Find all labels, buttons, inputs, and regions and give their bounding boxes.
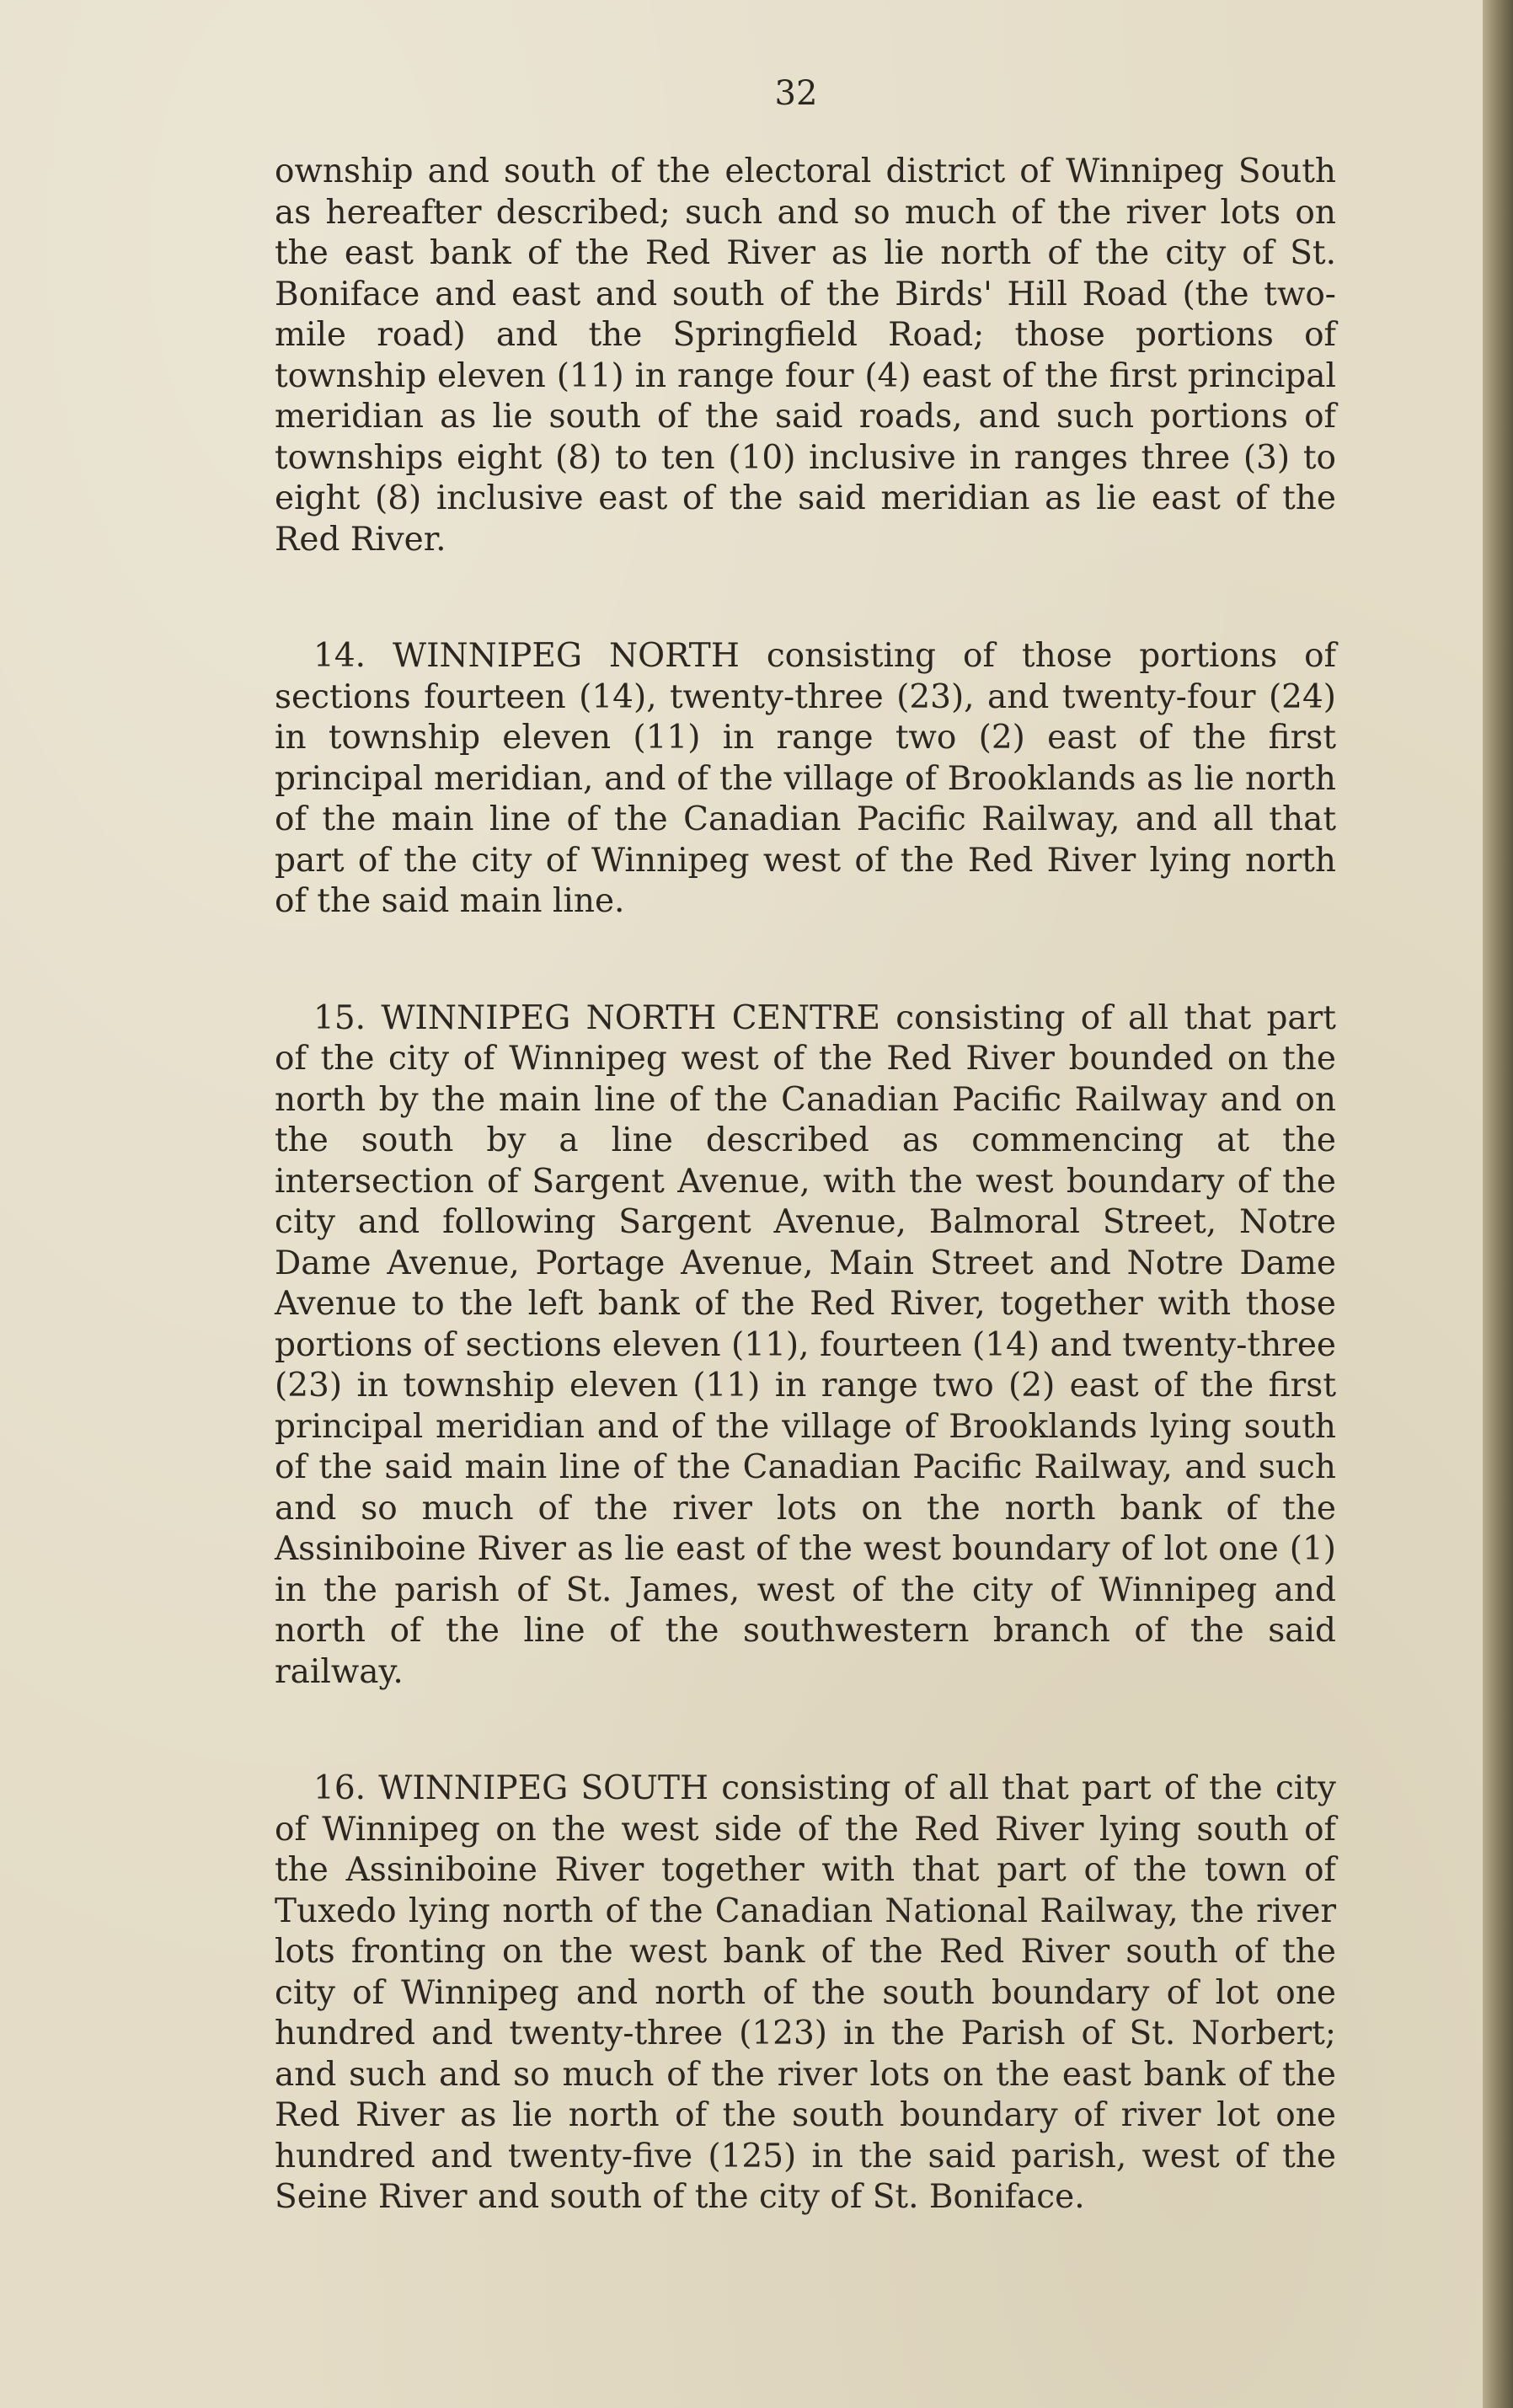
section-text: consisting of all that part of the city of Winnipeg west of the Red River bounded on the north by the main line of the Canadian Pacific Railway and on the south by a line described as commencing at the intersection of Sargent Avenue, with the west boundary of the city and following Sargent Avenue, Balmoral Street, Notre Dame Avenue, Portage Avenue, Main Street and Notre Dame Avenue to the left bank of the Red River, together with those portions of sections eleven (11), fourteen (14) and twenty-three (23) in township eleven (11) in range two (2) east of the first principal meridian and of the village of Brooklands lying south of the said main line of the Canadian Pacific Railway, and such and so much of the river lots on the north bank of the Assiniboine River as lie east of the west boundary of lot one (1) in the parish of St. James, west of the city of Winnipeg and north of the line of the southwestern branch of the said railway. xyxy=(275,998,1336,1691)
page-body xyxy=(275,152,1336,2218)
section-text: consisting of all that part of the city of Winnipeg on the west side of the Red River lying south of the Assiniboine River together with that part of the town of Tuxedo lying north of the Canadian National Railway, the river lots fronting on the west bank of the Red River south of the city of Winnipeg and north of the south boundary of lot one hundred and twenty-three (123) in the Parish of St. Norbert; and such and so much of the river lots on the east bank of the Red River as lie north of the south boundary of river lot one hundred and twenty-five (125) in the said parish, west of the Seine River and south of the city of St. Boniface. xyxy=(275,1769,1336,2216)
section-heading: WINNIPEG NORTH CENTRE xyxy=(381,998,880,1037)
section-number: 16. xyxy=(313,1769,366,1807)
section-15-paragraph xyxy=(275,998,1336,1694)
section-number: 14. xyxy=(313,637,366,675)
section-number: 15. xyxy=(313,998,366,1037)
section-16-paragraph xyxy=(275,1769,1336,2218)
page-edge-shadow xyxy=(1483,0,1513,2408)
section-14-paragraph xyxy=(275,636,1336,923)
section-heading: WINNIPEG NORTH xyxy=(393,637,740,675)
page-number: 32 xyxy=(774,74,818,113)
section-text: consisting of those portions of sections fourteen (14), twenty-three (23), and twenty-four (24) in township eleven (11) in range two (2) east of the first principal meridian, and of the village of Brooklands as lie north of the main line of the Canadian Pacific Railway, and all that part of the city of Winnipeg west of the Red River lying north of the said main line. xyxy=(275,637,1337,920)
continuation-paragraph: ownship and south of the electoral district of Winnipeg South as hereafter described; such and so much of the river lots on the east bank of the Red River as lie north of the city of St. Boniface and east and south of the Birds' Hill Road (the two-mile road) and the Springfield Road; those portions of township eleven (11) in range four (4) east of the first principal meridian as lie south of the said roads, and such portions of townships eight (8) to ten (10) inclusive in ranges three (3) to eight (8) inclusive east of the said meridian as lie east of the Red River. xyxy=(275,153,1336,559)
section-heading: WINNIPEG SOUTH xyxy=(378,1769,709,1807)
